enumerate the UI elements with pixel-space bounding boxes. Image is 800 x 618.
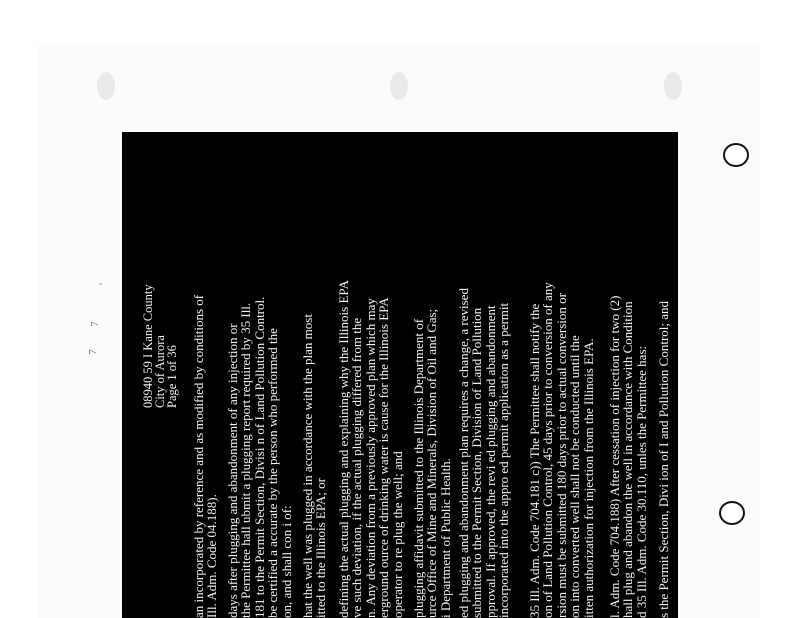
margin-mark: ,: [91, 282, 104, 286]
binding-hole-shadow: [97, 72, 115, 100]
text-line: s the Permit Section, Divi ion of I and Pollution Control; and: [656, 300, 671, 618]
rotated-text-block: [122, 132, 678, 618]
text-line: l. Adm. Code 704.188) After cessation of injection for two (2): [607, 295, 622, 618]
header-line-city: City of Aurora: [153, 335, 167, 408]
text-line: days after plugging and abandonment of any injection or: [225, 323, 240, 618]
paragraph-revised-plan: [457, 132, 511, 618]
binding-hole-shadow: [664, 72, 682, 100]
header-line-permit: 08940 59 I Kane County: [141, 284, 155, 408]
text-line: Ill. Adm. Code 04.188).: [204, 494, 220, 618]
text-line: defining the actual plugging and explaining why the Illinois EPA: [336, 280, 351, 618]
text-line: pproval. If approved, the revi ed plugging and abandonment: [482, 305, 498, 618]
text-line: on, and shall con i of:: [278, 505, 294, 618]
text-line: incorporated into the appro ed permit application as a permit: [496, 302, 512, 618]
paragraph-plugging-report: [226, 132, 293, 618]
text-line: on into converted well shall not be conducted until the: [567, 335, 583, 618]
text-line: plugging affidavit submitted to the Illinois Department of: [411, 318, 426, 618]
paragraph-incorporated: [192, 132, 219, 618]
paragraph-plugged-accordance: [301, 132, 328, 618]
binding-hole-shadow: [390, 72, 408, 100]
text-line: erground ource of drinking water is cause for the Illinois EPA: [376, 297, 392, 618]
header-line-page: Page 1 of 36: [165, 345, 179, 408]
text-line: on of Land Pollution Control, 45 days prior to conversion of any: [540, 282, 556, 618]
paragraph-affidavit: [412, 132, 452, 618]
text-line: i Department of Public Health.: [437, 458, 453, 618]
text-line: d 35 Ill. Adm. Code 30.110, unles the Permittee has:: [633, 345, 649, 618]
paragraph-defining-deviation: [337, 132, 404, 618]
punch-hole-top: [723, 143, 749, 167]
text-line: 181 to the Permit Section, Divisi n of Land Pollution Control.: [251, 296, 267, 618]
text-line: ed plugging and abandonment plan requires a change, a revised: [456, 288, 471, 618]
paragraph-cessation: [608, 132, 648, 618]
text-line: ve such deviation, if the actual plugging differed from the: [349, 317, 365, 618]
text-line: operator to re plug the well; and: [389, 451, 405, 618]
text-line: be certified a accurate by the person who performed the: [265, 328, 281, 618]
punch-hole-bottom: [719, 501, 745, 525]
text-line: itted to the Illinois EPA; or: [313, 478, 329, 618]
text-line: hat the well was plugged in accordance with the plan most: [300, 314, 315, 618]
inverted-document-region: [122, 132, 678, 618]
paragraph-notify-conversion: [528, 132, 595, 618]
text-line: submitted to the Permit Section, Division of Land Pollution: [469, 307, 485, 618]
margin-mark: 7: [88, 321, 101, 327]
document-header: [142, 132, 178, 408]
text-line: an incorporated by reference and as modified by conditions of: [191, 294, 206, 618]
text-line: itten authorization for injection from the Illinois EPA.: [580, 338, 596, 618]
text-line: urce Office of Mine and Minerals, Division of Oil and Gas;: [424, 308, 440, 618]
paragraph-permit-section: [657, 132, 670, 618]
text-line: rsion must be submitted 180 days prior to actual conversion or: [553, 293, 569, 618]
text-line: the Permittee hall ubmit a plugging report required by 35 Ill.: [238, 302, 254, 618]
margin-mark: 7: [86, 349, 99, 355]
text-line: n. Any deviation from a previously approved plan which may: [362, 298, 378, 618]
text-line: 35 Ill. Adm. Code 704.181 c)) The Permittee shall notify the: [527, 303, 542, 618]
text-line: hall plug and abandon the well in accordance with Condition: [620, 301, 636, 618]
